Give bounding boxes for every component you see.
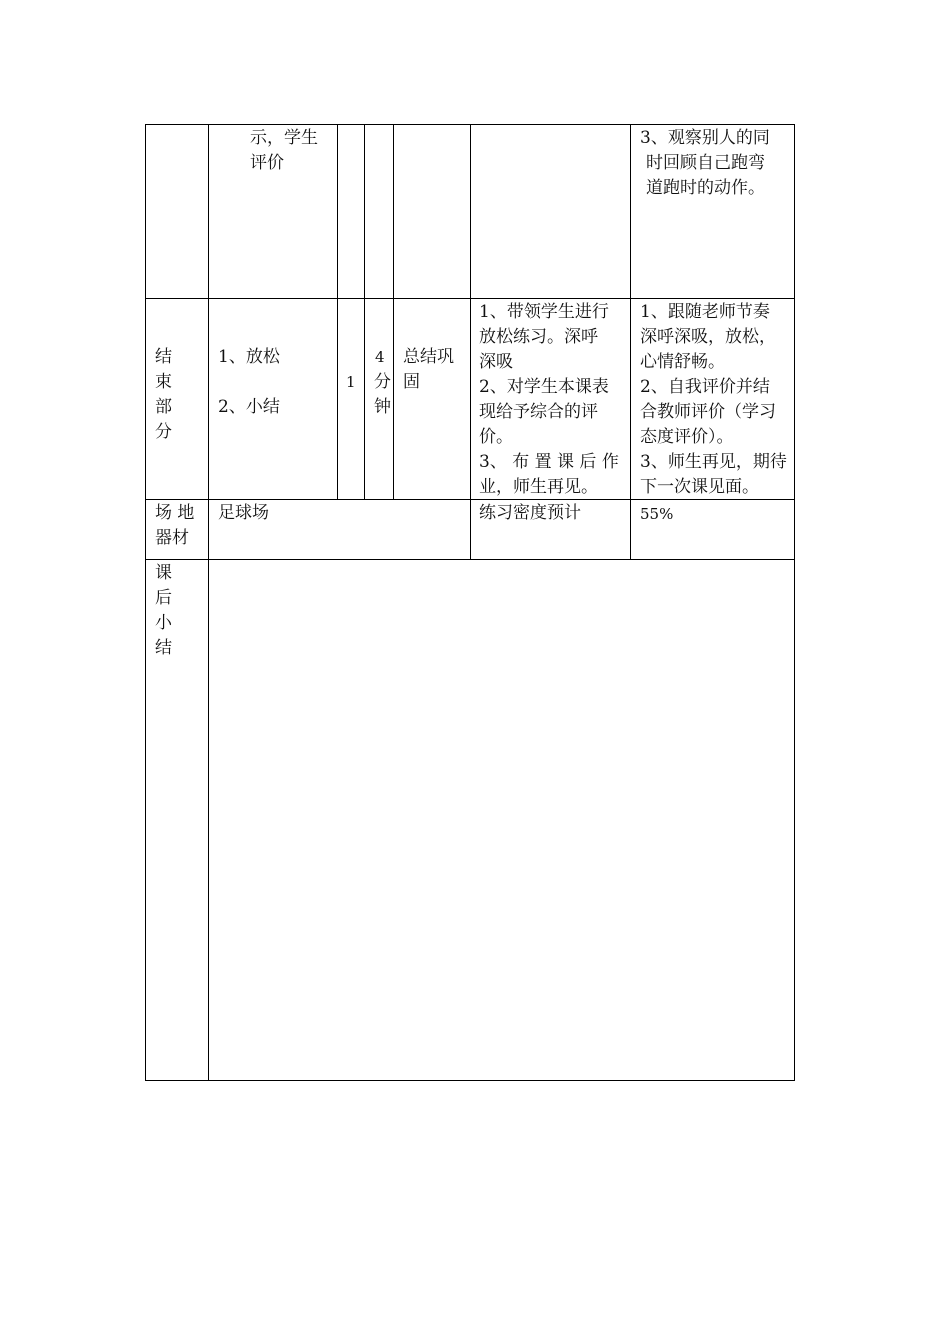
col-divider-time (393, 124, 394, 500)
venue-value: 足球场 (218, 503, 269, 523)
col-divider-content (337, 124, 338, 500)
summary-label-char: 结 (155, 638, 172, 658)
time-char: 4 (375, 348, 385, 366)
content-item: 2、小结 (218, 397, 280, 417)
table-left-border (145, 124, 146, 1081)
student-line: 2、自我评价并结 (640, 377, 770, 397)
venue-label-line: 场 地 (155, 503, 195, 523)
teacher-line: 2、对学生本课表 (479, 377, 609, 397)
student-line: 深呼深吸，放松， (640, 327, 776, 347)
section-label-char: 分 (155, 422, 172, 442)
section-label-char: 束 (155, 372, 172, 392)
table-bottom-border (145, 1080, 795, 1081)
teacher-line: 深吸 (479, 352, 513, 372)
time-char: 钟 (374, 397, 391, 417)
teacher-line: 3、 布 置 课 后 作 (479, 452, 619, 472)
density-label: 练习密度预计 (479, 503, 581, 523)
summary-label-char: 小 (155, 613, 172, 633)
count-value: 1 (346, 373, 356, 391)
student-line: 3、师生再见，期待 (640, 452, 787, 472)
teacher-line: 现给予综合的评 (479, 402, 598, 422)
density-value: 55% (640, 505, 674, 523)
col-divider-teacher (630, 124, 631, 560)
goal-line: 固 (403, 372, 420, 392)
content-line: 示，学生 (250, 128, 318, 148)
teacher-line: 业，师生再见。 (479, 477, 598, 497)
col-divider-count (364, 124, 365, 500)
student-line: 3、观察别人的同 (640, 128, 770, 148)
table-right-border (794, 124, 795, 1081)
student-line: 态度评价）。 (640, 427, 734, 447)
student-line: 下一次课见面。 (640, 477, 759, 497)
teacher-line: 放松练习。深呼 (479, 327, 598, 347)
summary-label-char: 后 (155, 588, 172, 608)
section-label-char: 部 (155, 397, 172, 417)
goal-line: 总结巩 (403, 347, 454, 367)
student-line: 心情舒畅。 (640, 352, 725, 372)
student-line: 合教师评价（学习 (640, 402, 776, 422)
student-line: 1、跟随老师节奏 (640, 302, 770, 322)
time-char: 分 (374, 372, 391, 392)
content-line: 评价 (250, 153, 284, 173)
teacher-line: 价。 (479, 427, 513, 447)
student-line: 道跑时的动作。 (646, 178, 765, 198)
section-label-char: 结 (155, 347, 172, 367)
col-divider-goal (470, 124, 471, 560)
venue-label-line: 器材 (155, 528, 189, 548)
student-line: 时回顾自己跑弯 (646, 153, 765, 173)
content-item: 1、放松 (218, 347, 280, 367)
summary-label-char: 课 (155, 563, 172, 583)
col-divider-label (208, 124, 209, 1081)
teacher-line: 1、带领学生进行 (479, 302, 609, 322)
